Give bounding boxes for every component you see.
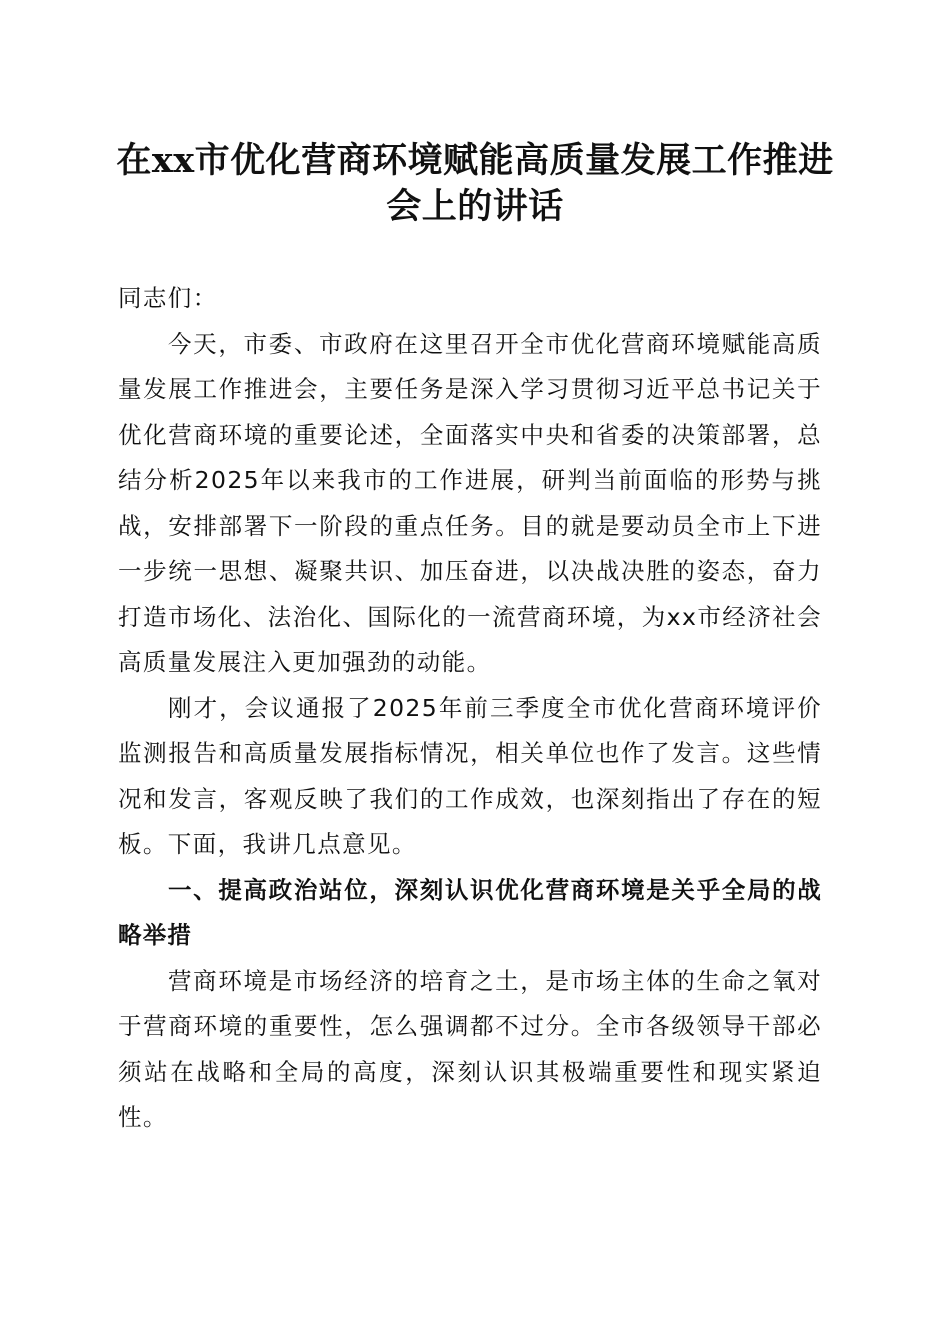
section-paragraph: 营商环境是市场经济的培育之土，是市场主体的生命之氧对于营商环境的重要性，怎么强调都不过分。全市各级领导干部必须站在战略和全局的高度，深刻认识其极端重要性和现实紧迫性。 [118,966,822,1131]
salutation: 同志们： [118,284,218,312]
paragraph-meeting-summary: 刚才，会议通报了2025年前三季度全市优化营商环境评价监测报告和高质量发展指标情况，相关单位也作了发言。这些情况和发言，客观反映了我们的工作成效，也深刻指出了存在的短板。下面，我讲几点意见。 [118,693,822,858]
document-body [118,276,822,1141]
paragraph-intro: 今天，市委、市政府在这里召开全市优化营商环境赋能高质量发展工作推进会，主要任务是深入学习贯彻习近平总书记关于优化营商环境的重要论述，全面落实中央和省委的决策部署，总结分析2025年以来我市的工作进展，研判当前面临的形势与挑战，安排部署下一阶段的重点任务。目的就是要动员全市上下进一步统一思想、凝聚共识、加压奋进，以决战决胜的姿态，奋力打造市场化、法治化、国际化的一流营商环境，为xx市经济社会高质量发展注入更加强劲的动能。 [118,329,822,676]
section-heading: 一、提高政治站位，深刻认识优化营商环境是关乎全局的战略举措 [118,875,822,949]
document-title: 在xx市优化营商环境赋能高质量发展工作推进会上的讲话 [116,140,834,227]
